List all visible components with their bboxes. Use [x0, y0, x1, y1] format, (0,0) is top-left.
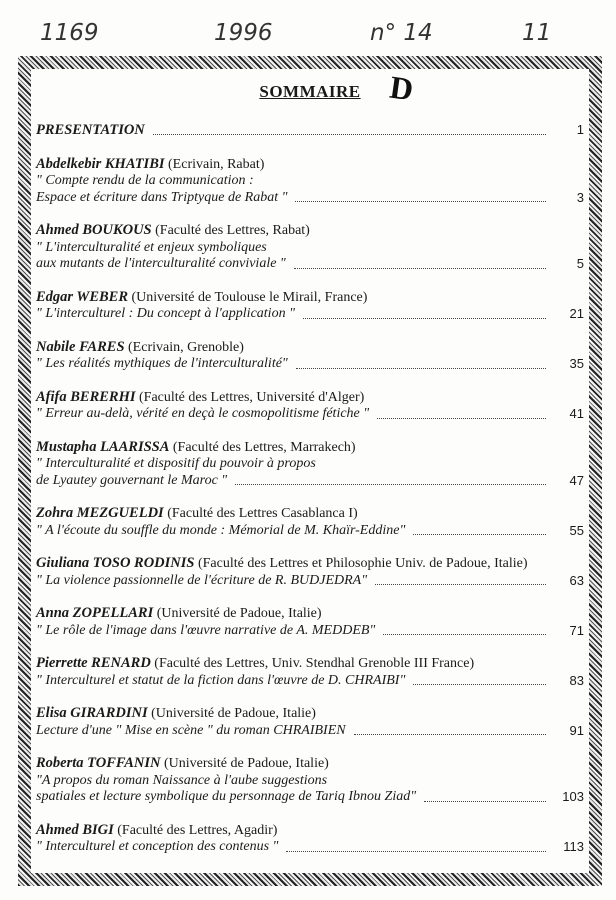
leader-dots [375, 584, 546, 585]
leader-dots [303, 318, 546, 319]
entry-title-line: " Interculturalité et dispositif du pouvoir à propos [36, 456, 316, 471]
author-name: Afifa BERERHI [36, 388, 136, 405]
toc-entry [36, 222, 584, 273]
toc-entry [36, 822, 584, 856]
toc-entry [36, 605, 584, 639]
author-name: Mustapha LAARISSA [36, 438, 170, 455]
page-number: 113 [563, 839, 584, 854]
author-name: Abdelkebir KHATIBI [36, 155, 165, 172]
toc-entry [36, 439, 584, 490]
author-affiliation: (Université de Toulouse le Mirail, France) [131, 289, 368, 305]
page-number: 91 [569, 722, 584, 738]
entry-title-line: Lecture d'une " Mise en scène " du roman CHRAIBIEN [36, 722, 346, 738]
author-affiliation: (Faculté des Lettres, Agadir) [117, 822, 278, 838]
author-affiliation: (Ecrivain, Grenoble) [128, 339, 244, 355]
author-name: Anna ZOPELLARI [36, 605, 154, 621]
entry-title-line: " La violence passionnelle de l'écriture de R. BUDJEDRA" [36, 572, 368, 588]
handwritten-year: 1996 [214, 20, 273, 46]
leader-dots [354, 734, 546, 735]
author-name: Ahmed BIGI [36, 821, 114, 838]
page-title: SOMMAIRE [259, 82, 361, 101]
author-name: Nabile FARES [36, 338, 125, 355]
author-affiliation: (Université de Padoue, Italie) [151, 706, 316, 721]
leader-dots [413, 534, 546, 535]
entry-title-line: spatiales et lecture symbolique du personnage de Tariq Ibnou Ziad" [36, 789, 417, 804]
entry-title-line: " Interculturel et statut de la fiction dans l'œuvre de D. CHRAIBI" [36, 672, 406, 688]
toc-entry [36, 389, 584, 423]
leader-dots [383, 634, 546, 635]
author-affiliation: (Université de Padoue, Italie) [156, 606, 322, 621]
leader-dots [235, 484, 546, 485]
handwritten-ref: 1169 [40, 20, 99, 46]
author-affiliation: (Ecrivain, Rabat) [168, 156, 265, 172]
author-name: Roberta TOFFANIN [36, 755, 161, 771]
author-affiliation: (Faculté des Lettres, Univ. Stendhal Grenoble III France) [154, 656, 475, 671]
author-name: Zohra MEZGUELDI [36, 505, 164, 521]
entry-title-line: " L'interculturel : Du concept à l'application " [36, 306, 295, 321]
leader-dots [377, 418, 546, 419]
toc-entry [36, 289, 584, 323]
leader-dots [153, 134, 546, 135]
page-number: 83 [569, 672, 584, 688]
author-affiliation: (Faculté des Lettres, Rabat) [155, 223, 310, 238]
author-affiliation: (Faculté des Lettres et Philosophie Univ. de Padoue, Italie) [197, 556, 528, 571]
page-number: 35 [569, 356, 584, 371]
author-affiliation: (Faculté des Lettres, Université d'Alger) [139, 389, 365, 405]
entry-title-line: " L'interculturalité et enjeux symboliques [36, 239, 267, 255]
entry-title-line: de Lyautey gouvernant le Maroc " [36, 472, 228, 488]
page-number: 41 [569, 406, 584, 421]
page-number: 3 [576, 189, 584, 205]
page-number: 5 [576, 256, 584, 271]
entry-title-line: " Interculturel et conception des contenus " [36, 839, 279, 854]
page-number: 21 [569, 306, 584, 321]
toc-entry [36, 705, 584, 739]
entry-title-line: Espace et écriture dans Triptyque de Rabat " [36, 189, 288, 205]
page-number: 71 [569, 622, 584, 638]
toc-entry [36, 755, 584, 806]
author-name: Elisa GIRARDINI [36, 705, 148, 721]
handwritten-issue: n° 14 [370, 20, 433, 46]
toc-entry [36, 156, 584, 207]
presentation-label: PRESENTATION [36, 122, 145, 138]
author-affiliation: (Faculté des Lettres Casablanca I) [167, 506, 358, 521]
page-number: 55 [569, 522, 584, 538]
author-name: Pierrette RENARD [36, 655, 151, 671]
entry-title-line: " Erreur au-delà, vérité en deçà le cosmopolitisme fétiche " [36, 406, 370, 421]
table-of-contents [36, 68, 584, 872]
toc-entry [36, 505, 584, 539]
stamp-mark: D [387, 68, 416, 108]
page-number: 103 [562, 789, 584, 804]
author-affiliation: (Faculté des Lettres, Marrakech) [172, 439, 356, 455]
entry-title-line: " Les réalités mythiques de l'interculturalité" [36, 356, 288, 371]
entry-title-line: "A propos du roman Naissance à l'aube suggestions [36, 772, 328, 788]
author-name: Giuliana TOSO RODINIS [36, 555, 195, 571]
toc-entry [36, 339, 584, 373]
leader-dots [413, 684, 546, 685]
author-affiliation: (Université de Padoue, Italie) [164, 756, 329, 771]
toc-entry [36, 555, 584, 589]
handwritten-mark: 11 [522, 20, 552, 46]
author-name: Ahmed BOUKOUS [36, 222, 152, 238]
leader-dots [296, 368, 546, 369]
leader-dots [294, 268, 546, 269]
entry-title-line: " A l'écoute du souffle du monde : Mémorial de M. Khaïr-Eddine" [36, 522, 406, 538]
leader-dots [295, 201, 546, 202]
entry-title-line: " Le rôle de l'image dans l'œuvre narrative de A. MEDDEB" [36, 622, 376, 638]
entry-title-line: aux mutants de l'interculturalité conviviale " [36, 256, 286, 271]
leader-dots [286, 851, 546, 852]
page-number: 63 [569, 572, 584, 588]
author-name: Edgar WEBER [36, 288, 129, 305]
presentation-page: 1 [576, 122, 584, 137]
leader-dots [424, 801, 546, 802]
page-number: 47 [569, 472, 584, 488]
toc-entry [36, 655, 584, 689]
entry-title-line: " Compte rendu de la communication : [36, 173, 254, 188]
